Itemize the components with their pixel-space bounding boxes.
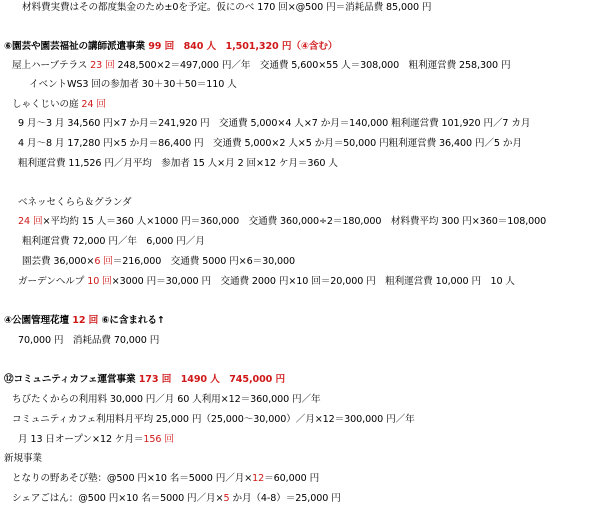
benesse-garden-count: 6 回 (94, 256, 113, 267)
new-projects-heading: 新規事業 (4, 453, 42, 464)
benesse-garden-cost: 園芸費 36,000× (22, 256, 95, 267)
benesse-title: ベネッセくらら＆グランダ (18, 197, 132, 208)
shakujii-line-2: 4 月～8 月 17,280 円×5 か月＝86,400 円 交通費 5,000×2 人×5 か月＝50,000 円粗利運営費 36,400 円／5 か月 (18, 138, 522, 149)
section-6-title: ⑥園芸や園芸福祉の講師派遣事業 (4, 41, 145, 52)
share-gohan-line (12, 492, 341, 505)
benesse-line-3 (22, 255, 295, 268)
benesse-line-2: 粗利運営費 72,000 円／年 6,000 円／月 (22, 236, 205, 247)
materials-note: 材料費実費はその都度集金のため±0を予定。仮にのべ 170 回×@500 円＝消耗品費 85,000 円 (22, 2, 432, 13)
section-4-detail: 70,000 円 消耗品費 70,000 円 (18, 335, 160, 346)
cafe-open-count: 156 回 (143, 434, 174, 445)
share-gohan-total: か月（4-8）＝25,000 円 (229, 493, 341, 504)
cafe-line-1: ちびたくからの利用料 30,000 円／月 60 人利用×12＝360,000 円／年 (12, 394, 321, 405)
garden-help-detail: ×3000 円＝30,000 円 交通費 2000 円×10 回＝20,000 円 粗利運営費 10,000 円 10 人 (111, 276, 515, 287)
herb-terrace-line (12, 59, 510, 72)
herb-event-line: イベントWS3 回の参加者 30＋30＋50＝110 人 (29, 79, 237, 90)
section-12-summary: 173 回 1490 人 745,000 円 (138, 374, 285, 385)
section-6-summary: 99 回 840 人 1,501,320 円（④含む） (148, 41, 338, 52)
section-6-heading (4, 40, 337, 53)
shakujii-count: 24 回 (81, 99, 106, 110)
shakujii-title: しゃくじいの庭 (12, 99, 79, 110)
section-4-count: 12 回 (72, 315, 99, 326)
share-gohan-detail: シェアごはん：@500 円×10 名＝5000 円／月× (12, 493, 224, 504)
garden-help-title: ガーデンヘルプ (18, 276, 85, 287)
herb-terrace-count: 23 回 (90, 60, 115, 71)
garden-help-line (18, 275, 515, 288)
cafe-line-3 (18, 433, 174, 446)
section-12-title: ⑫コミュニティカフェ運営事業 (4, 374, 136, 385)
section-4-note: ⑥に含まれる↑ (101, 315, 165, 326)
section-4-heading (4, 314, 165, 327)
tonari-total: ＝60,000 円 (264, 473, 320, 484)
section-12-heading (4, 373, 285, 386)
shakujii-line-1: 9 月～3 月 34,560 円×7 か月＝241,920 円 交通費 5,000×4 人×7 か月＝140,000 粗利運営費 101,920 円／7 カ月 (18, 118, 531, 129)
cafe-line-2: コミュニティカフェ利用料月平均 25,000 円（25,000～30,000）／月×12＝300,000 円／年 (12, 414, 415, 425)
tonari-months: 12 (252, 473, 265, 484)
cafe-open-days: 月 13 日オープン×12 ケ月＝ (18, 434, 144, 445)
herb-terrace-title: 屋上ハーブテラス (12, 60, 88, 71)
benesse-detail-1: ×平均約 15 人＝360 人×1000 円＝360,000 交通費 360,000÷2＝180,000 材料費平均 300 円×360＝108,000 (42, 216, 547, 227)
shakujii-heading (12, 98, 106, 111)
share-gohan-months: 5 (223, 493, 230, 504)
herb-terrace-detail: 248,500×2＝497,000 円／年 交通費 5,600×55 人＝308,000 粗利運営費 258,300 円 (117, 60, 511, 71)
benesse-count: 24 回 (18, 216, 43, 227)
tonari-detail: となりの野あそび塾：@500 円×10 名＝5000 円／月× (12, 473, 253, 484)
section-4-title: ④公園管理花壇 (4, 315, 69, 326)
garden-help-count: 10 回 (87, 276, 112, 287)
tonari-line (12, 472, 319, 485)
benesse-garden-detail: ＝216,000 交通費 5000 円×6＝30,000 (112, 256, 296, 267)
shakujii-line-3: 粗利運営費 11,526 円／月平均 参加者 15 人×月 2 回×12 ケ月＝360 人 (18, 158, 338, 169)
benesse-line-1 (18, 215, 546, 228)
